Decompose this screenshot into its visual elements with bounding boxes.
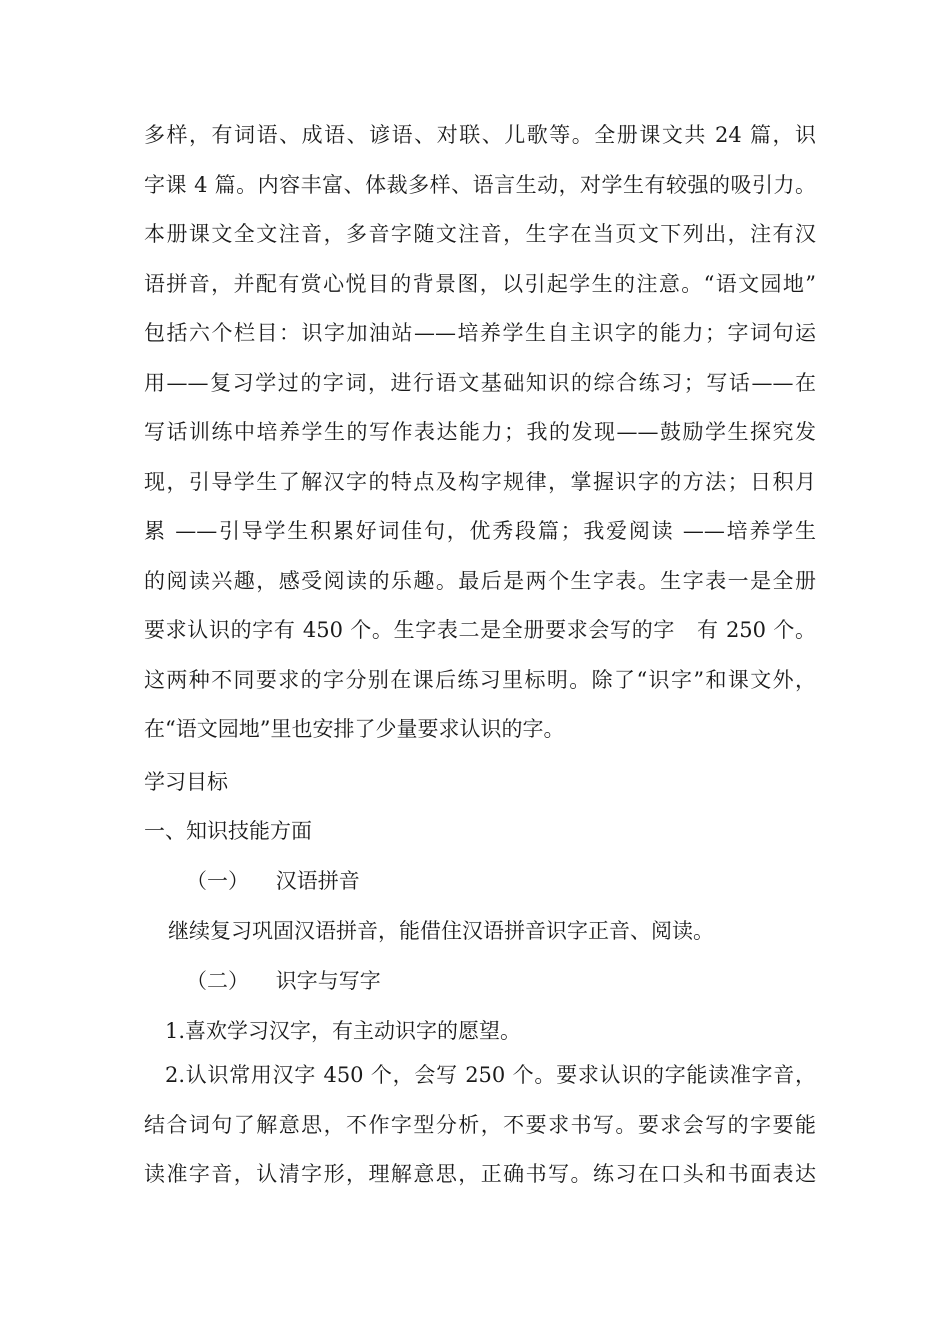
paragraph-line: 语拼音，并配有赏心悦目的背景图，以引起学生的注意。“语文园地” [144, 271, 816, 296]
goal-item-2 [144, 1051, 816, 1200]
paragraph-line: 包括六个栏目：识字加油站——培养学生自主识字的能力；字词句运 [144, 321, 816, 345]
paragraph-line: 现，引导学生了解汉字的特点及构字规律，掌握识字的方法；日积月 [144, 469, 816, 494]
paragraph-line: 写话训练中培养学生的写作表达能力；我的发现——鼓励学生探究发 [144, 420, 816, 444]
paragraph-line: 结合词句了解意思，不作字型分析，不要求书写。要求会写的字要能 [144, 1112, 816, 1137]
pinyin-goal-text: 继续复习巩固汉语拼音，能借住汉语拼音识字正音、阅读。 [168, 919, 714, 943]
textbook-overview-paragraph [144, 111, 816, 755]
paragraph-line: 字课 4 篇。内容丰富、体裁多样、语言生动，对学生有较强的吸引力。 [144, 172, 816, 197]
paragraph-line: 累 ——引导学生积累好词佳句，优秀段篇；我爱阅读 ——培养学生 [144, 519, 816, 543]
paragraph-line: 多样，有词语、成语、谚语、对联、儿歌等。全册课文共 24 篇，识 [144, 123, 816, 147]
paragraph-line: 要求认识的字有 450 个。生字表二是全册要求会写的字 有 250 个。 [144, 618, 816, 642]
goal-item-1: 1.喜欢学习汉字，有主动识字的愿望。 [165, 1019, 522, 1043]
paragraph-line: 在“语文园地”里也安排了少量要求认识的字。 [144, 717, 565, 741]
paragraph-line: 用——复习学过的字词，进行语文基础知识的综合练习；写话——在 [144, 370, 816, 395]
paragraph-line: 本册课文全文注音，多音字随文注音，生字在当页文下列出，注有汉 [144, 222, 816, 246]
paragraph-line: 2.认识常用汉字 450 个，会写 250 个。要求认识的字能读准字音， [165, 1063, 816, 1087]
paragraph-line: 这两种不同要求的字分别在课后练习里标明。除了“识字”和课文外， [144, 667, 816, 692]
paragraph-line: 的阅读兴趣，感受阅读的乐趣。最后是两个生字表。生字表一是全册 [144, 568, 816, 593]
literacy-writing-subheading: （二） 识字与写字 [186, 969, 381, 993]
learning-goals-heading: 学习目标 [144, 770, 228, 794]
paragraph-line: 读准字音，认清字形，理解意思，正确书写。练习在口头和书面表达 [144, 1162, 816, 1186]
pinyin-subheading: （一） 汉语拼音 [186, 869, 360, 893]
knowledge-skills-heading: 一、知识技能方面 [144, 819, 312, 843]
